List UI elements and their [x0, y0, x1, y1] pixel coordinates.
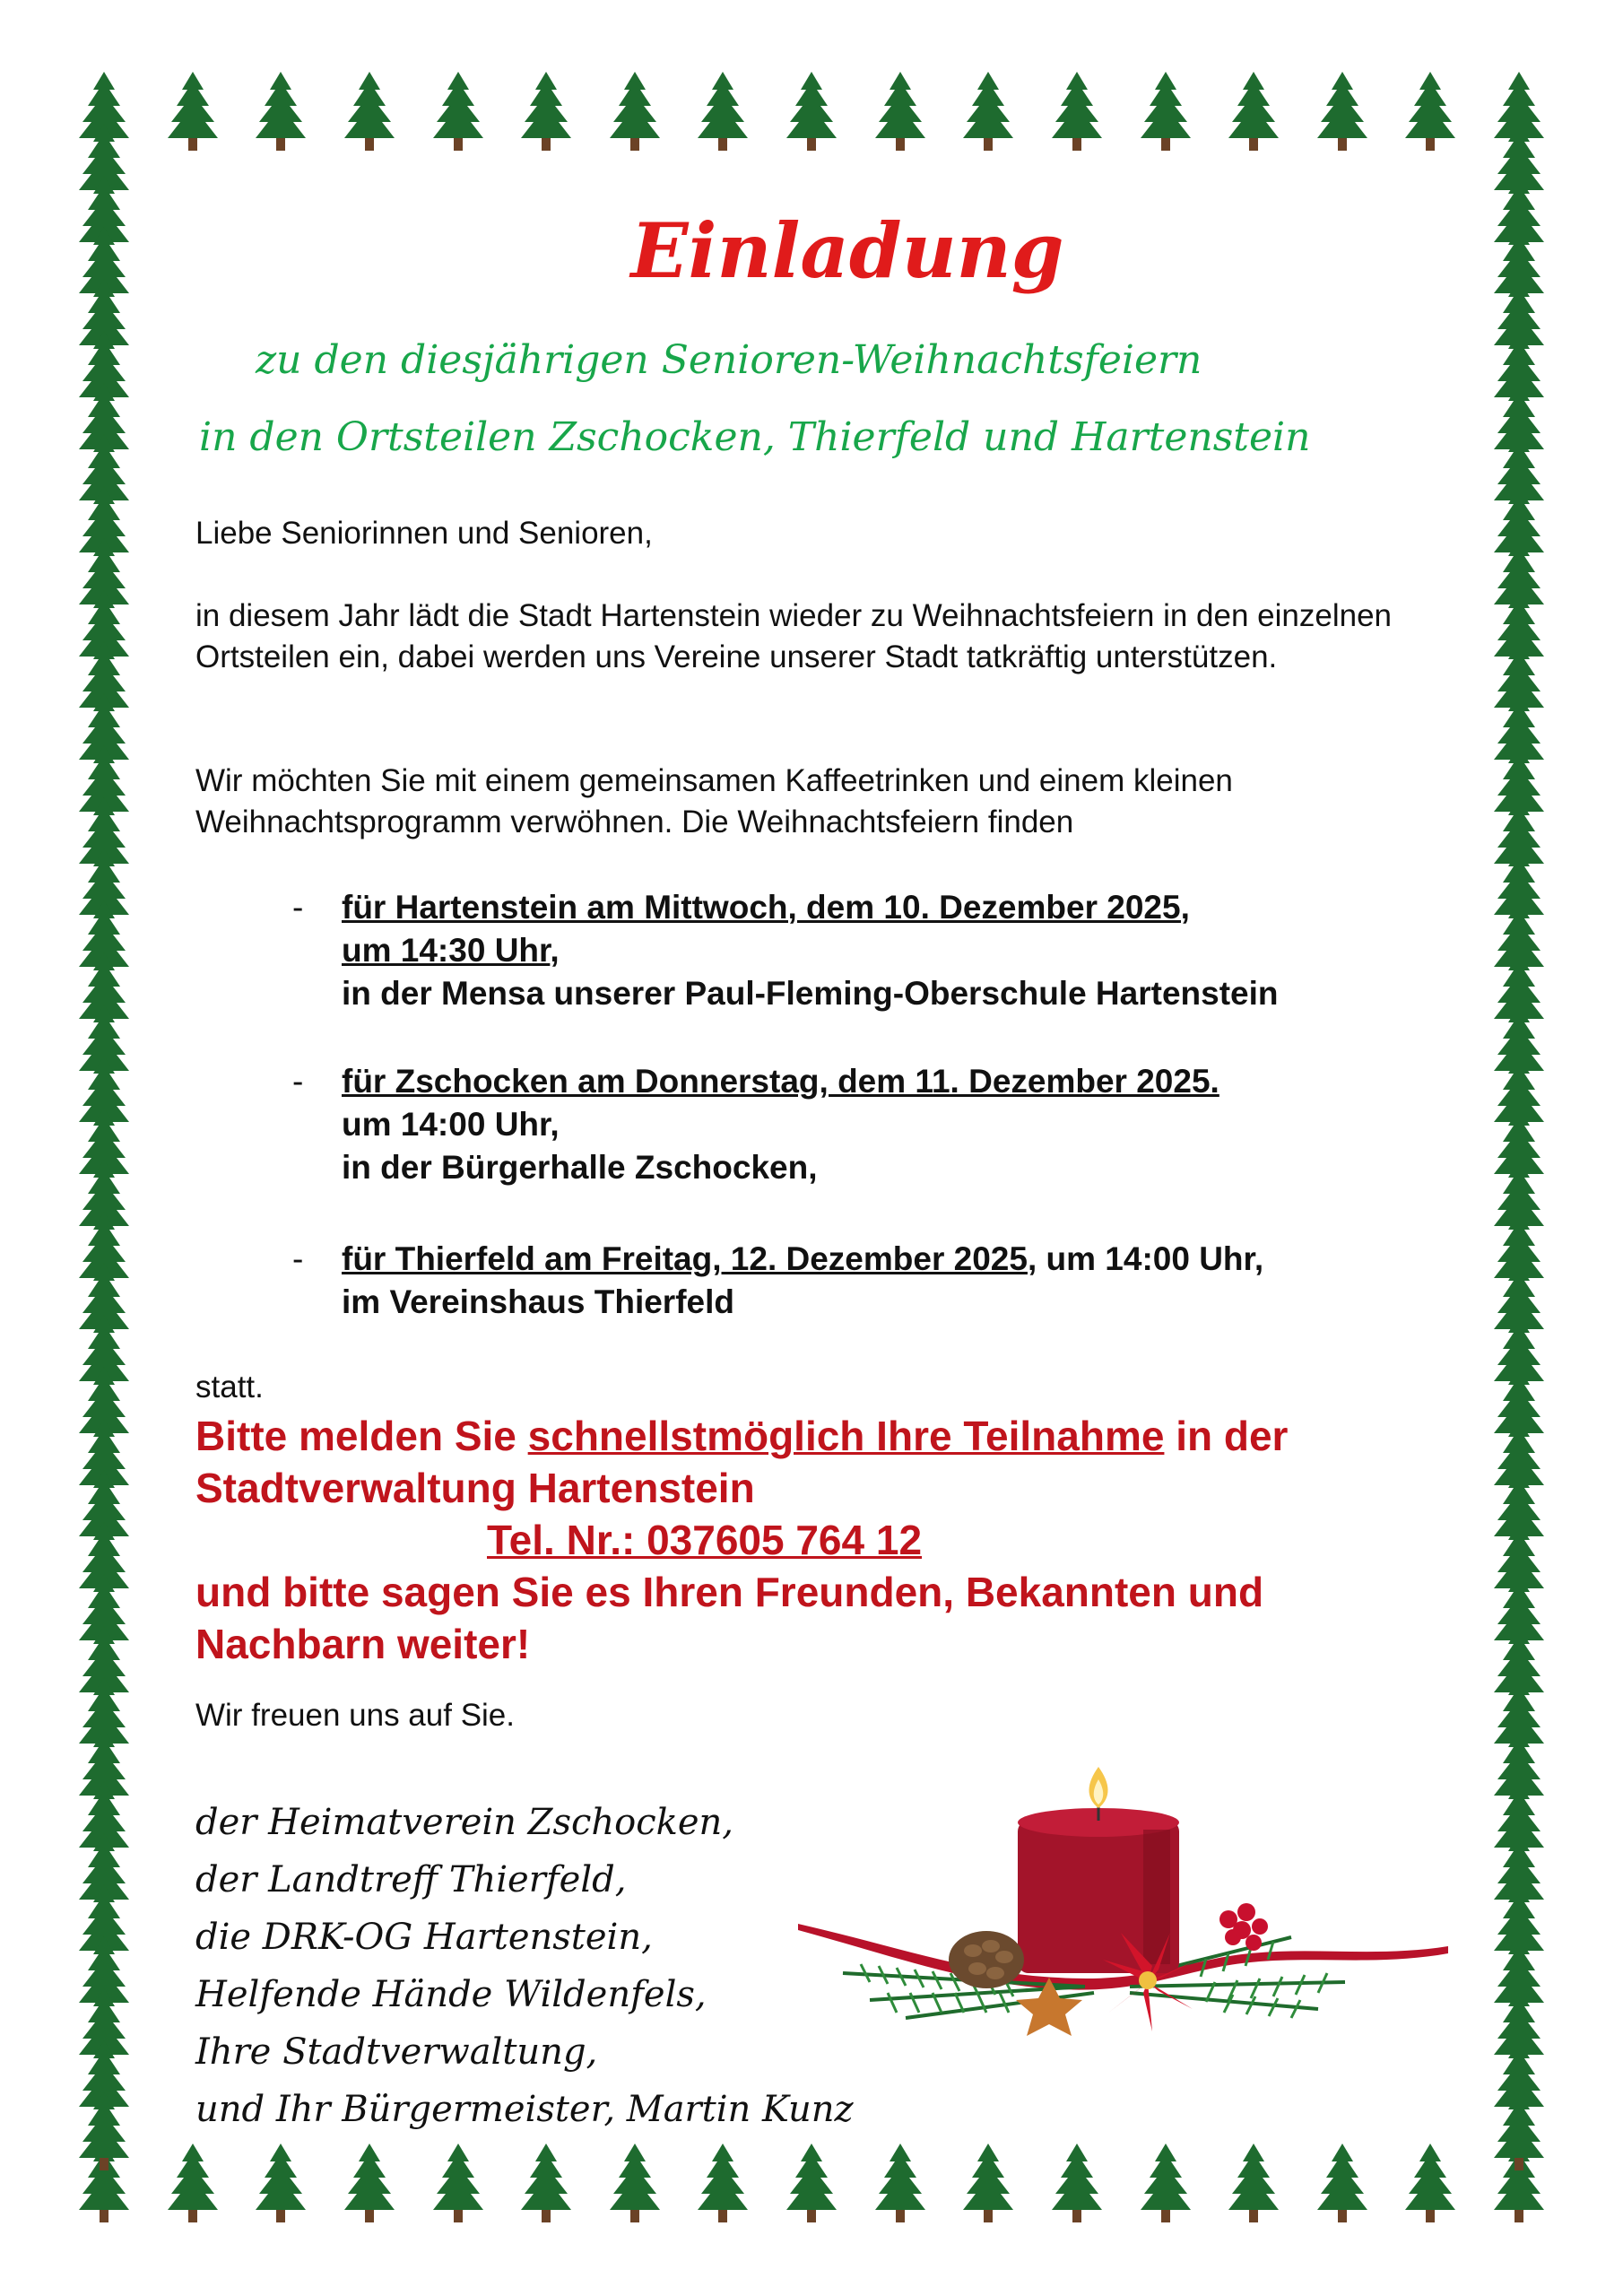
christmas-tree-icon — [254, 70, 308, 152]
christmas-tree-icon — [696, 70, 750, 152]
christmas-tree-icon — [166, 2142, 220, 2224]
christmas-tree-icon — [873, 2142, 927, 2224]
pine-cone — [949, 1931, 1024, 1988]
event-date: für Thierfeld am Freitag, 12. Dezember 2025 — [342, 1240, 1028, 1277]
subtitle-line-2: in den Ortsteilen Zschocken, Thierfeld und Hartenstein — [199, 414, 1311, 460]
christmas-tree-icon — [1050, 2142, 1104, 2224]
event-location: im Vereinshaus Thierfeld — [342, 1283, 734, 1320]
signature-line: und Ihr Bürgermeister, Martin Kunz — [195, 2089, 854, 2130]
red-berries — [1219, 1903, 1268, 1951]
christmas-tree-icon — [961, 70, 1015, 152]
event-date: für Zschocken am Donnerstag, dem 11. Dezember 2025. — [342, 1063, 1219, 1100]
poinsettia-center — [1139, 1971, 1157, 1989]
christmas-tree-icon — [608, 2142, 662, 2224]
statt-text: statt. — [195, 1370, 264, 1405]
christmas-tree-icon — [785, 2142, 838, 2224]
christmas-tree-icon — [1227, 70, 1280, 152]
notice-part: Bitte melden Sie — [195, 1413, 528, 1459]
notice-line: Nachbarn weiter! — [195, 1621, 531, 1667]
christmas-tree-icon — [696, 2142, 750, 2224]
closing-text: Wir freuen uns auf Sie. — [195, 1698, 515, 1733]
greeting: Liebe Seniorinnen und Senioren, — [195, 516, 653, 551]
phone-number: Tel. Nr.: 037605 764 12 — [487, 1517, 923, 1563]
notice-emphasis: schnellstmöglich Ihre Teilnahme — [527, 1413, 1165, 1459]
christmas-tree-icon — [519, 70, 573, 152]
paragraph-program: Wir möchten Sie mit einem gemeinsamen Kaffeetrinken und einem kleinen Weihnachtsprogramm verwöhnen. Die Weihnachtsfeiern finden — [195, 763, 1233, 839]
signature-line: der Landtreff Thierfeld, — [195, 1859, 627, 1900]
event-location: in der Bürgerhalle Zschocken, — [342, 1149, 818, 1186]
christmas-tree-icon — [1050, 70, 1104, 152]
signature-line: Ihre Stadtverwaltung, — [195, 2031, 598, 2073]
notice-part: in der — [1164, 1413, 1289, 1459]
signature-block — [195, 1794, 854, 2138]
event-time: um 14:30 Uhr — [342, 932, 551, 969]
christmas-tree-icon — [343, 70, 396, 152]
event-time-suffix: , — [550, 932, 560, 969]
subtitle-line-1: zu den diesjährigen Senioren-Weihnachtsfeiern — [256, 337, 1202, 383]
christmas-tree-icon — [77, 2090, 131, 2172]
list-dash: - — [292, 1240, 304, 1277]
christmas-tree-icon — [1227, 2142, 1280, 2224]
christmas-tree-icon — [431, 2142, 485, 2224]
christmas-tree-icon — [1139, 2142, 1193, 2224]
signature-line: der Heimatverein Zschocken, — [195, 1802, 733, 1843]
christmas-tree-icon — [608, 70, 662, 152]
christmas-tree-icon — [1315, 70, 1369, 152]
christmas-tree-icon — [343, 2142, 396, 2224]
christmas-tree-icon — [1403, 2142, 1457, 2224]
paragraph-intro: in diesem Jahr lädt die Stadt Hartenstein wieder zu Weihnachtsfeiern in den einzelnen Ortsteilen ein, dabei werden uns Vereine unserer Stadt tatkräftig unterstützen. — [195, 598, 1393, 674]
signature-line: die DRK-OG Hartenstein, — [195, 1917, 653, 1958]
christmas-tree-icon — [1139, 70, 1193, 152]
registration-notice — [195, 1410, 1496, 1670]
christmas-tree-icon — [1315, 2142, 1369, 2224]
christmas-tree-icon — [254, 2142, 308, 2224]
event-location: in der Mensa unserer Paul-Fleming-Oberschule Hartenstein — [342, 975, 1279, 1012]
event-time: , um 14:00 Uhr, — [1027, 1240, 1264, 1277]
list-dash: - — [292, 889, 304, 926]
christmas-tree-icon — [1492, 2090, 1546, 2172]
event-hartenstein — [292, 886, 1458, 1015]
christmas-tree-icon — [785, 70, 838, 152]
event-time: um 14:00 Uhr, — [342, 1106, 560, 1143]
christmas-tree-icon — [961, 2142, 1015, 2224]
christmas-tree-icon — [873, 70, 927, 152]
page-title: Einladung — [630, 206, 1064, 295]
event-thierfeld — [292, 1238, 1458, 1324]
event-date: für Hartenstein am Mittwoch, dem 10. Dezember 2025, — [342, 889, 1190, 926]
christmas-tree-icon — [166, 70, 220, 152]
notice-office: Stadtverwaltung Hartenstein — [195, 1465, 755, 1511]
list-dash: - — [292, 1063, 304, 1100]
event-zschocken — [292, 1060, 1458, 1189]
signature-line: Helfende Hände Wildenfels, — [195, 1974, 707, 2015]
notice-line: und bitte sagen Sie es Ihren Freunden, Bekannten und — [195, 1569, 1264, 1615]
christmas-tree-icon — [519, 2142, 573, 2224]
christmas-tree-icon — [431, 70, 485, 152]
advent-candle-illustration — [789, 1758, 1453, 2045]
christmas-tree-icon — [1403, 70, 1457, 152]
